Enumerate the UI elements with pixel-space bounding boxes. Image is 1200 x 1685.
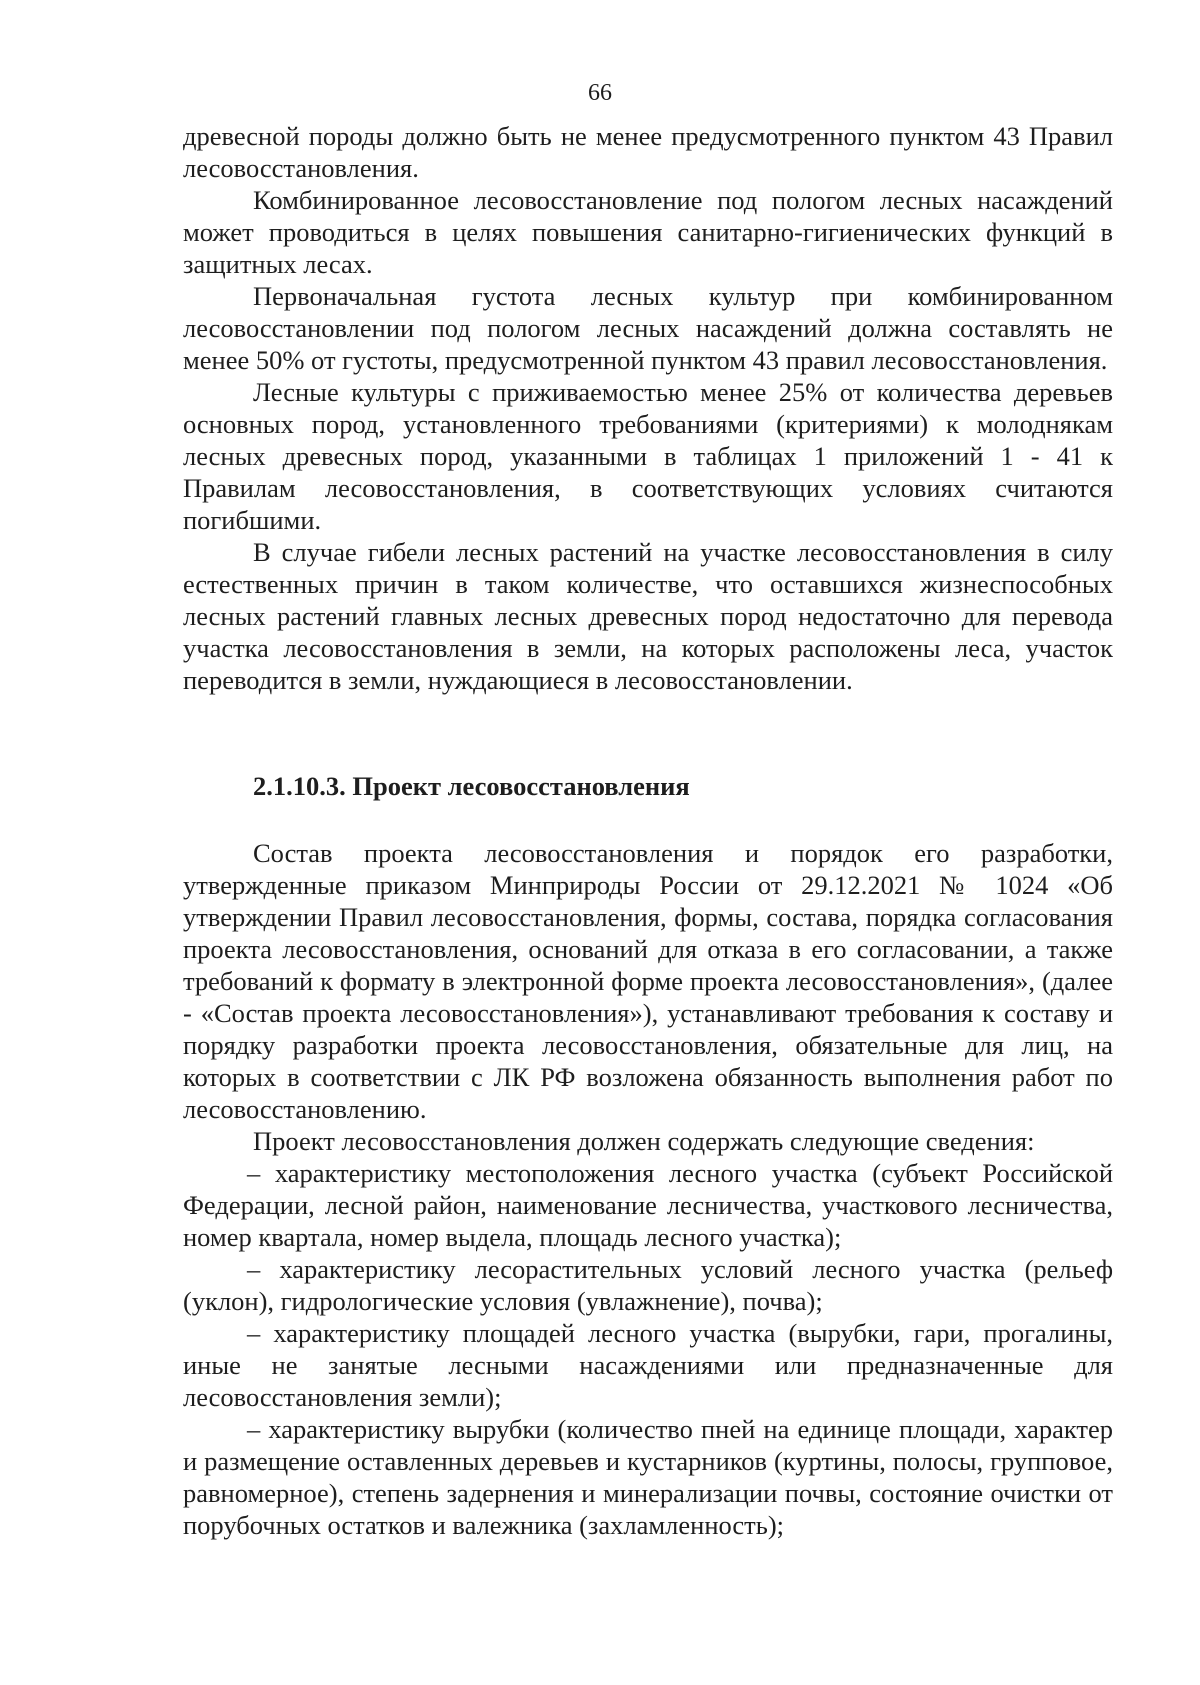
section-heading: 2.1.10.3. Проект лесовосстановления bbox=[253, 771, 690, 801]
text-block-bottom bbox=[183, 837, 1113, 1541]
paragraph: Первоначальная густота лесных культур при комбинированном лесовосстановлении под пологом лесных насаждений должна составлять не менее 50% от густоты, предусмотренной пунктом 43 правил лесовосстановления. bbox=[183, 281, 1113, 375]
paragraph: древесной породы должно быть не менее предусмотренного пунктом 43 Правил лесовосстановления. bbox=[183, 121, 1113, 183]
paragraph: Состав проекта лесовосстановления и порядок его разработки, утвержденные приказом Минприроды России от 29.12.2021 № 1024 «Об утверждении Правил лесовосстановления, формы, состава, порядка согласования проекта лесовосстановления, оснований для отказа в его согласовании, а также требований к формату в электронной форме проекта лесовосстановления», (далее - «Состав проекта лесовосстановления»), устанавливают требования к составу и порядку разработки проекта лесовосстановления, обязательные для лиц, на которых в соответствии с ЛК РФ возложена обязанность выполнения работ по лесовосстановлению. bbox=[183, 838, 1113, 1124]
list-item: – характеристику вырубки (количество пней на единице площади, характер и размещение оставленных деревьев и кустарников (куртины, полосы, групповое, равномерное), степень задернения и минерализации почвы, состояние очистки от порубочных остатков и валежника (захламленность); bbox=[183, 1414, 1113, 1540]
list-item: – характеристику площадей лесного участка (вырубки, гари, прогалины, иные не занятые лесными насаждениями или предназначенные для лесовосстановления земли); bbox=[183, 1318, 1113, 1412]
paragraph: Комбинированное лесовосстановление под пологом лесных насаждений может проводиться в целях повышения санитарно-гигиенических функций в защитных лесах. bbox=[183, 185, 1113, 279]
page-number: 66 bbox=[588, 80, 612, 106]
paragraph: В случае гибели лесных растений на участке лесовосстановления в силу естественных причин в таком количестве, что оставшихся жизнеспособных лесных растений главных лесных древесных пород недостаточно для перевода участка лесовосстановления в земли, на которых расположены леса, участок переводится в земли, нуждающиеся в лесовосстановлении. bbox=[183, 537, 1113, 695]
text-block-top bbox=[183, 120, 1113, 696]
list-item: – характеристику лесорастительных условий лесного участка (рельеф (уклон), гидрологические условия (увлажнение), почва); bbox=[183, 1254, 1113, 1316]
list-item: – характеристику местоположения лесного участка (субъект Российской Федерации, лесной район, наименование лесничества, участкового лесничества, номер квартала, номер выдела, площадь лесного участка); bbox=[183, 1158, 1113, 1252]
paragraph: Проект лесовосстановления должен содержать следующие сведения: bbox=[253, 1126, 1035, 1156]
paragraph: Лесные культуры с приживаемостью менее 25% от количества деревьев основных пород, установленного требованиями (критериями) к молоднякам лесных древесных пород, указанными в таблицах 1 приложений 1 - 41 к Правилам лесовосстановления, в соответствующих условиях считаются погибшими. bbox=[183, 377, 1113, 535]
